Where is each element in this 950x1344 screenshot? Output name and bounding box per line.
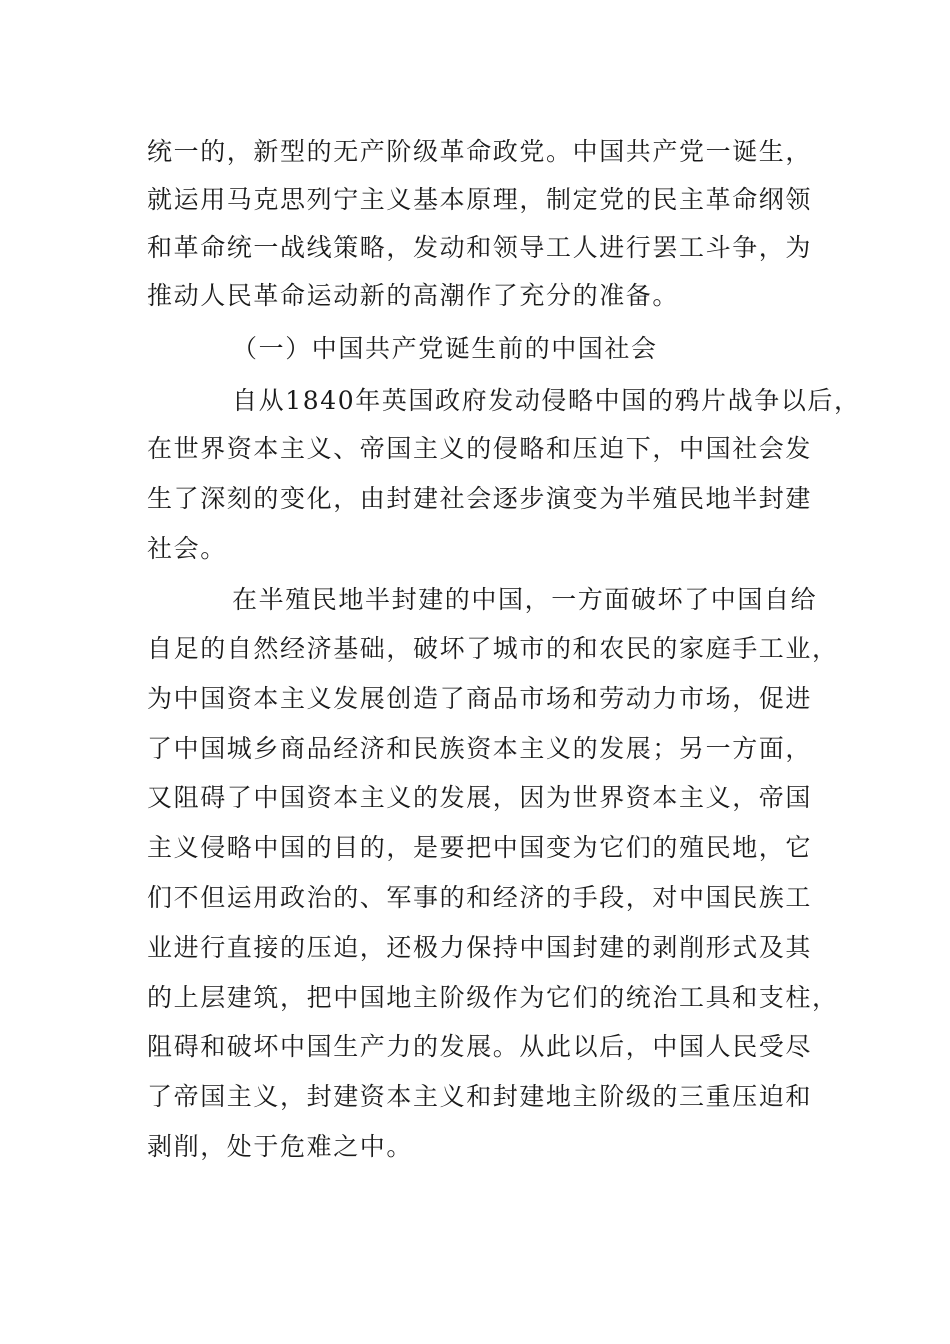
- paragraph-2-line-2: 在世界资本主义、帝国主义的侵略和压迫下，中国社会发: [147, 434, 813, 463]
- paragraph-3-line-2: 自足的自然经济基础，破坏了城市的和农民的家庭手工业，: [147, 634, 839, 663]
- paragraph-2-line-1: 自从1840年英国政府发动侵略中国的鸦片战争以后，: [232, 386, 861, 415]
- paragraph-3-line-8: 业进行直接的压迫，还极力保持中国封建的剥削形式及其: [147, 933, 813, 962]
- paragraph-1-line-1: 统一的，新型的无产阶级革命政党。中国共产党一诞生，: [147, 137, 813, 166]
- paragraph-1-line-3: 和革命统一战线策略，发动和领导工人进行罢工斗争，为: [147, 233, 813, 262]
- paragraph-3-line-5: 又阻碍了中国资本主义的发展，因为世界资本主义，帝国: [147, 783, 813, 812]
- section-heading: （一）中国共产党诞生前的中国社会: [232, 334, 658, 363]
- paragraph-3-line-10: 阻碍和破坏中国生产力的发展。从此以后，中国人民受尽: [147, 1032, 813, 1061]
- paragraph-1-line-2: 就运用马克思列宁主义基本原理，制定党的民主革命纲领: [147, 185, 813, 214]
- paragraph-3-line-9: 的上层建筑，把中国地主阶级作为它们的统治工具和支柱，: [147, 983, 839, 1012]
- paragraph-3-line-4: 了中国城乡商品经济和民族资本主义的发展；另一方面，: [147, 734, 813, 763]
- paragraph-1-line-4: 推动人民革命运动新的高潮作了充分的准备。: [147, 281, 680, 310]
- paragraph-3-line-6: 主义侵略中国的目的，是要把中国变为它们的殖民地，它: [147, 833, 813, 862]
- paragraph-3-line-11: 了帝国主义，封建资本主义和封建地主阶级的三重压迫和: [147, 1082, 813, 1111]
- paragraph-2-line-3: 生了深刻的变化，由封建社会逐步演变为半殖民地半封建: [147, 484, 813, 513]
- paragraph-3-line-12: 剥削，处于危难之中。: [147, 1132, 414, 1161]
- paragraph-3-line-3: 为中国资本主义发展创造了商品市场和劳动力市场，促进: [147, 684, 813, 713]
- paragraph-3-line-7: 们不但运用政治的、军事的和经济的手段，对中国民族工: [147, 883, 813, 912]
- paragraph-3-line-1: 在半殖民地半封建的中国，一方面破坏了中国自给: [232, 585, 818, 614]
- paragraph-2-line-4: 社会。: [147, 534, 227, 563]
